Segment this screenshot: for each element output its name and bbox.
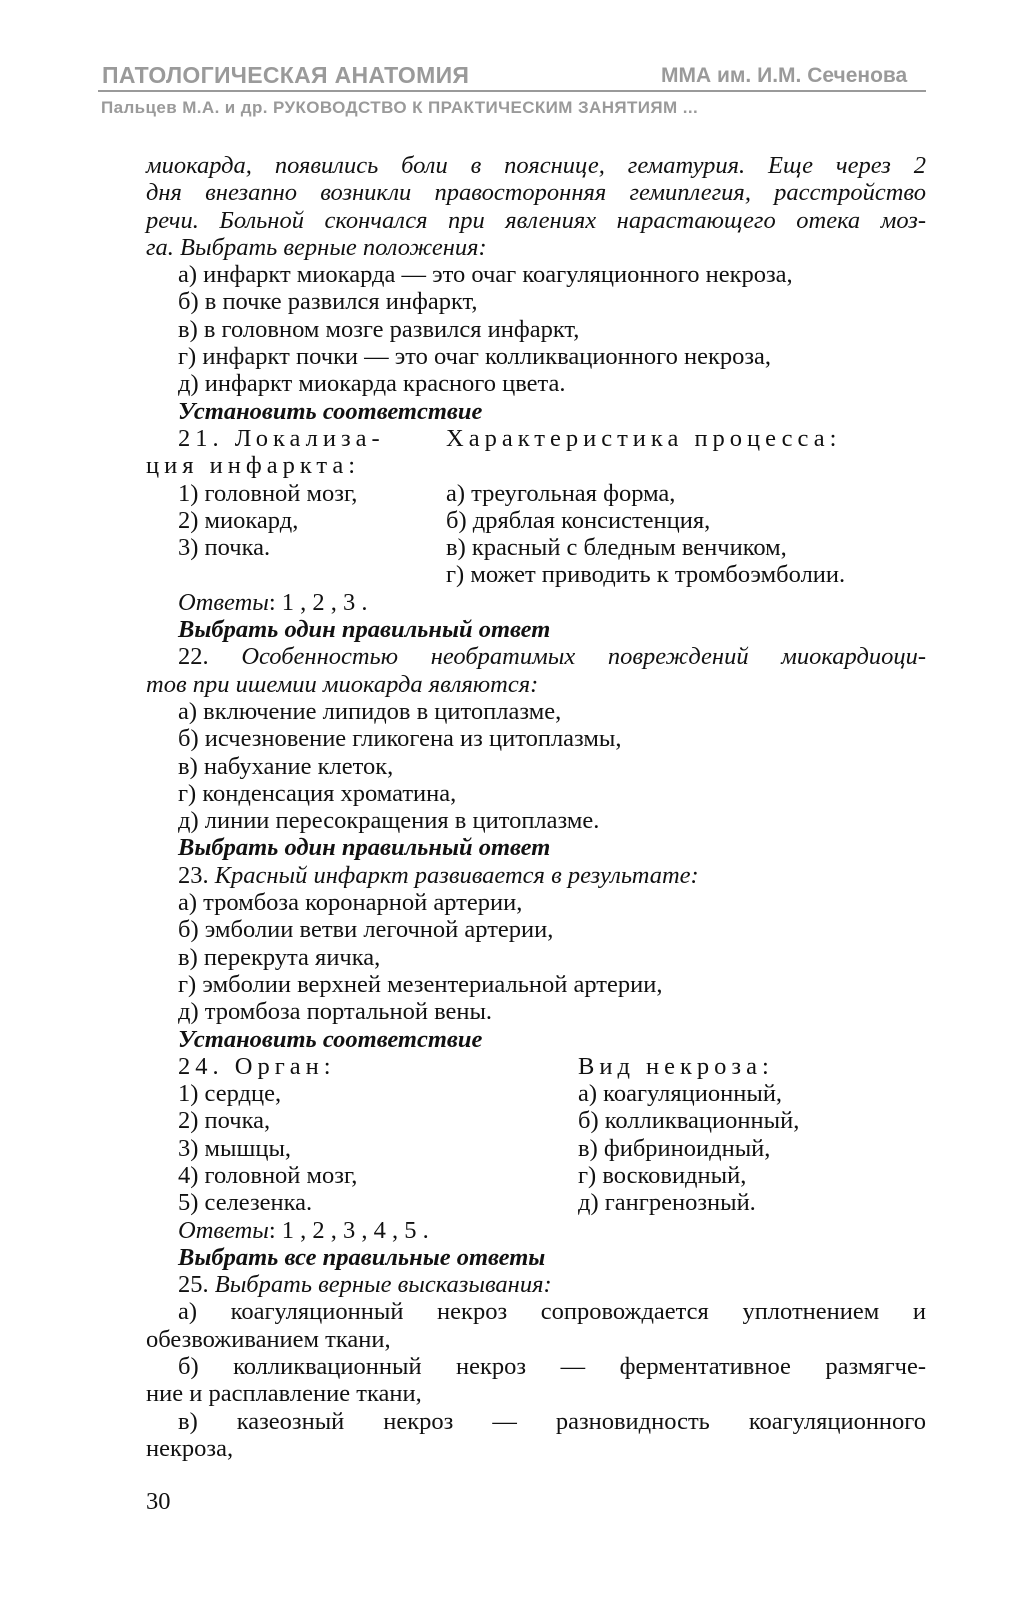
match-row (146, 480, 926, 507)
question-line (146, 862, 926, 889)
left-column-header: 24. Орган: (178, 1052, 336, 1080)
match-row (146, 1135, 926, 1162)
header-subtitle: Пальцев М.А. и др. РУКОВОДСТВО К ПРАКТИЧЕСКИМ ЗАНЯТИЯМ ... (101, 98, 699, 117)
answer-option: а) инфаркт миокарда — это очаг коагуляционного некроза, (178, 261, 793, 289)
instruction-heading: Выбрать все правильные ответы (178, 1243, 546, 1271)
answer-option: д) линии пересокращения в цитоплазме. (178, 807, 600, 835)
right-item: а) коагуляционный, (578, 1080, 783, 1108)
match-row (146, 561, 926, 588)
right-column-header: Характеристика процесса: (446, 424, 842, 452)
right-item: б) колликвационный, (578, 1107, 800, 1135)
answer-option: г) инфаркт почки — это очаг колликвационного некроза, (178, 343, 772, 371)
answer-option: в) в головном мозге развился инфаркт, (178, 315, 580, 343)
answer-option-cont: ние и расплавление ткани, (146, 1380, 422, 1408)
match-header-row (146, 425, 926, 452)
right-item: б) дряблая консистенция, (446, 506, 711, 534)
left-column-header: 21. Локализа- (178, 424, 385, 452)
answer-option: б) исчезновение гликогена из цитоплазмы, (178, 725, 622, 753)
right-item: г) может приводить к тромбоэмболии. (446, 561, 846, 589)
page-body (146, 152, 926, 1462)
right-item: в) фибриноидный, (578, 1134, 771, 1162)
question-number: 25. (178, 1271, 209, 1299)
left-item: 2) миокард, (178, 506, 299, 534)
answers-blanks: : 1 , 2 , 3 , 4 , 5 . (268, 1216, 429, 1244)
question-line (146, 1271, 926, 1298)
header-title: ПАТОЛОГИЧЕСКАЯ АНАТОМИЯ (102, 62, 470, 88)
instruction-heading: Установить соответствие (178, 1025, 483, 1053)
left-item: 1) головной мозг, (178, 479, 358, 507)
match-row (146, 507, 926, 534)
match-row (146, 1162, 926, 1189)
match-row (146, 1189, 926, 1216)
answer-option: г) эмболии верхней мезентериальной артерии, (178, 970, 663, 998)
right-column-header: Вид некроза: (578, 1052, 774, 1080)
match-row (146, 1107, 926, 1134)
match-header-row (146, 1053, 926, 1080)
answers-line (146, 589, 926, 616)
question-number: 23. (178, 861, 209, 889)
match-row (146, 1080, 926, 1107)
answer-option: в) перекрута яичка, (178, 943, 381, 971)
instruction-heading: Установить соответствие (178, 397, 483, 425)
intro-line: га. Выбрать верные положения: (146, 233, 487, 261)
answers-blanks: : 1 , 2 , 3 . (268, 588, 368, 616)
answer-option: б) колликвационный некроз — ферментативное размягче- (178, 1353, 926, 1381)
right-item: в) красный с бледным венчиком, (446, 534, 787, 562)
question-text: Выбрать верные высказывания: (214, 1271, 552, 1299)
page-number: 30 (146, 1488, 171, 1515)
left-item: 1) сердце, (178, 1080, 282, 1108)
answer-option: б) в почке развился инфаркт, (178, 288, 478, 316)
intro-line: дня внезапно возникли правосторонняя гемиплегия, расстройство (146, 179, 926, 207)
answers-line (146, 1217, 926, 1244)
intro-line: миокарда, появились боли в пояснице, гематурия. Еще через 2 (146, 152, 926, 179)
answer-option: б) эмболии ветви легочной артерии, (178, 916, 554, 944)
header-divider (98, 90, 926, 92)
answer-option: а) включение липидов в цитоплазме, (178, 697, 562, 725)
left-item: 3) почка. (178, 534, 271, 562)
left-column-header-cont: ция инфаркта: (146, 452, 361, 480)
answers-label: Ответы (178, 1216, 269, 1244)
right-item: д) гангренозный. (578, 1189, 756, 1217)
answers-label: Ответы (178, 588, 269, 616)
answer-option-cont: некроза, (146, 1434, 234, 1462)
instruction-heading: Выбрать один правильный ответ (178, 834, 551, 862)
match-row (146, 534, 926, 561)
question-text: тов при ишемии миокарда являются: (146, 670, 539, 698)
answer-option: в) казеозный некроз — разновидность коагуляционного (178, 1407, 926, 1435)
question-text: Особенностью необратимых повреждений миокардиоци- (241, 643, 926, 671)
question-line (146, 643, 926, 670)
instruction-heading: Выбрать один правильный ответ (178, 616, 551, 644)
right-item: г) восковидный, (578, 1161, 747, 1189)
left-item: 2) почка, (178, 1107, 271, 1135)
intro-line: речи. Больной скончался при явлениях нарастающего отека моз- (146, 206, 926, 234)
answer-option: а) тромбоза коронарной артерии, (178, 889, 523, 917)
question-text: Красный инфаркт развивается в результате: (214, 861, 699, 889)
answer-option-cont: обезвоживанием ткани, (146, 1325, 391, 1353)
answer-option: а) коагуляционный некроз сопровождается уплотнением и (178, 1298, 926, 1326)
left-item: 3) мышцы, (178, 1134, 292, 1162)
right-item: а) треугольная форма, (446, 479, 676, 507)
answer-option: г) конденсация хроматина, (178, 779, 457, 807)
answer-option: в) набухание клеток, (178, 752, 394, 780)
question-number: 22. (178, 643, 209, 671)
header-institution: ММА им. И.М. Сеченова (661, 64, 908, 87)
left-item: 5) селезенка. (178, 1189, 313, 1217)
answer-option: д) тромбоза портальной вены. (178, 998, 493, 1026)
answer-option: д) инфаркт миокарда красного цвета. (178, 370, 566, 398)
left-item: 4) головной мозг, (178, 1161, 358, 1189)
